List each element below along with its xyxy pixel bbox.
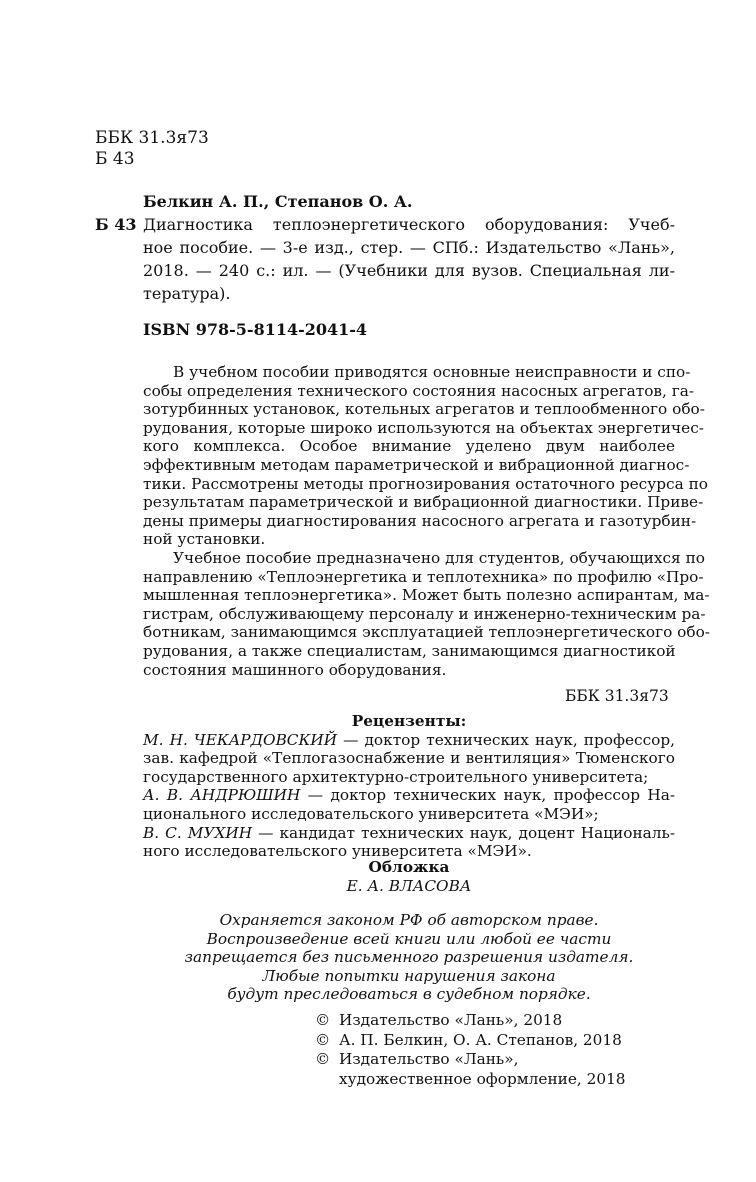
notice-line: Воспроизведение всей книги или любой ее части <box>206 929 612 948</box>
reviewers-block <box>143 712 675 861</box>
reviewer-line: ного исследовательского университета «МЭИ». <box>143 842 532 861</box>
bbk-code: ББК 31.3я73 <box>95 128 209 148</box>
annotation-line: дены примеры диагностирования насосного агрегата и газотурбин- <box>143 511 697 530</box>
record-author-mark: Б 43 <box>95 215 137 234</box>
notice-line: Охраняется законом РФ об авторском праве. <box>219 911 599 929</box>
record-line: ное пособие. — 3-е изд., стер. — СПб.: Издательство «Лань», <box>143 238 675 257</box>
reviewer-line: государственного архитектурно-строительного университета; <box>143 767 649 786</box>
annotation-line: направлению «Теплоэнергетика и теплотехника» по профилю «Про- <box>143 567 704 586</box>
copyright-icon: © <box>315 1011 331 1029</box>
reviewer-text: — доктор технических наук, профессор, <box>337 730 676 749</box>
annotation-line: состояния машинного оборудования. <box>143 660 447 679</box>
annotation-line: гистрам, обслуживающему персоналу и инженерно-техническим ра- <box>143 604 706 623</box>
annotation-line: рудования, а также специалистам, занимающимся диагностикой <box>143 641 676 660</box>
annotation-line: эффективным методам параметрической и вибрационной диагнос- <box>143 455 690 474</box>
reviewer-text: — доктор технических наук, профессор На- <box>300 786 676 805</box>
annotation-line: ботникам, занимающимся эксплуатацией теплоэнергетического обо- <box>143 623 710 642</box>
reviewer-text: — кандидат технических наук, доцент Националь- <box>252 823 675 842</box>
author-mark: Б 43 <box>95 149 135 169</box>
record-line: Диагностика теплоэнергетического оборудования: Учеб- <box>143 215 675 234</box>
reviewer-line <box>143 786 675 805</box>
copyright-line <box>315 1011 626 1031</box>
annotation-line: результатам параметрической и вибрационной диагностики. Приве- <box>143 493 704 512</box>
reviewer-line <box>143 824 675 843</box>
annotation-line: собы определения технического состояния насосных агрегатов, га- <box>143 381 695 400</box>
annotation-line: В учебном пособии приводятся основные неисправности и спо- <box>173 363 691 381</box>
annotation-line: Учебное пособие предназначено для студентов, обучающихся по <box>173 548 705 567</box>
annotation-line: кого комплекса. Особое внимание уделено двум наиболее <box>143 437 675 456</box>
reviewer-line <box>143 731 675 750</box>
copyright-line <box>315 1050 626 1070</box>
annotation-line: рудования, которые широко используются на объектах энергетичес- <box>143 418 704 437</box>
reviewer-name: А. В. АНДРЮШИН <box>143 786 301 805</box>
annotation-line: тики. Рассмотрены методы прогнозирования остаточного ресурса по <box>143 474 708 493</box>
notice-line: запрещается без письменного разрешения издателя. <box>184 948 634 967</box>
notice-line: будут преследоваться в судебном порядке. <box>227 985 591 1004</box>
record-description <box>95 213 675 305</box>
notice-line: Любые попытки нарушения закона <box>262 966 556 985</box>
copyright-text: Издательство «Лань», <box>339 1050 519 1068</box>
cover-designer: Е. А. ВЛАСОВА <box>346 877 472 895</box>
bibliographic-record <box>95 190 675 305</box>
copyright-line <box>315 1031 626 1051</box>
bbk-index-block <box>95 128 209 170</box>
reviewer-name: М. Н. ЧЕКАРДОВСКИЙ <box>143 730 338 749</box>
copyright-icon: © <box>315 1050 331 1068</box>
reviewers-heading: Рецензенты: <box>351 712 467 730</box>
copyright-text: А. П. Белкин, О. А. Степанов, 2018 <box>339 1030 622 1049</box>
record-authors: Белкин А. П., Степанов О. А. <box>143 192 413 211</box>
reviewer-line: ционального исследовательского университета «МЭИ»; <box>143 804 599 823</box>
isbn: ISBN 978-5-8114-2041-4 <box>143 320 368 339</box>
copyright-holders <box>315 1011 626 1089</box>
record-line: тература). <box>143 284 231 303</box>
copyright-line: художественное оформление, 2018 <box>339 1069 626 1088</box>
annotation <box>143 363 710 679</box>
copyright-text: Издательство «Лань», 2018 <box>339 1011 563 1029</box>
record-line: 2018. — 240 с.: ил. — (Учебники для вузов. Специальная ли- <box>143 261 675 280</box>
annotation-line: мышленная теплоэнергетика». Может быть полезно аспирантам, ма- <box>143 586 710 605</box>
cover-heading: Обложка <box>368 858 450 876</box>
reviewer-name: В. С. МУХИН <box>143 823 253 842</box>
annotation-line: зотурбинных установок, котельных агрегатов и теплообменного обо- <box>143 400 705 419</box>
annotation-line: ной установки. <box>143 530 266 549</box>
copyright-notice <box>143 911 675 1004</box>
bbk-code-right: ББК 31.3я73 <box>565 687 669 705</box>
copyright-icon: © <box>315 1030 331 1049</box>
reviewer-line: зав. кафедрой «Теплогазоснабжение и вентиляция» Тюменского <box>143 749 675 768</box>
